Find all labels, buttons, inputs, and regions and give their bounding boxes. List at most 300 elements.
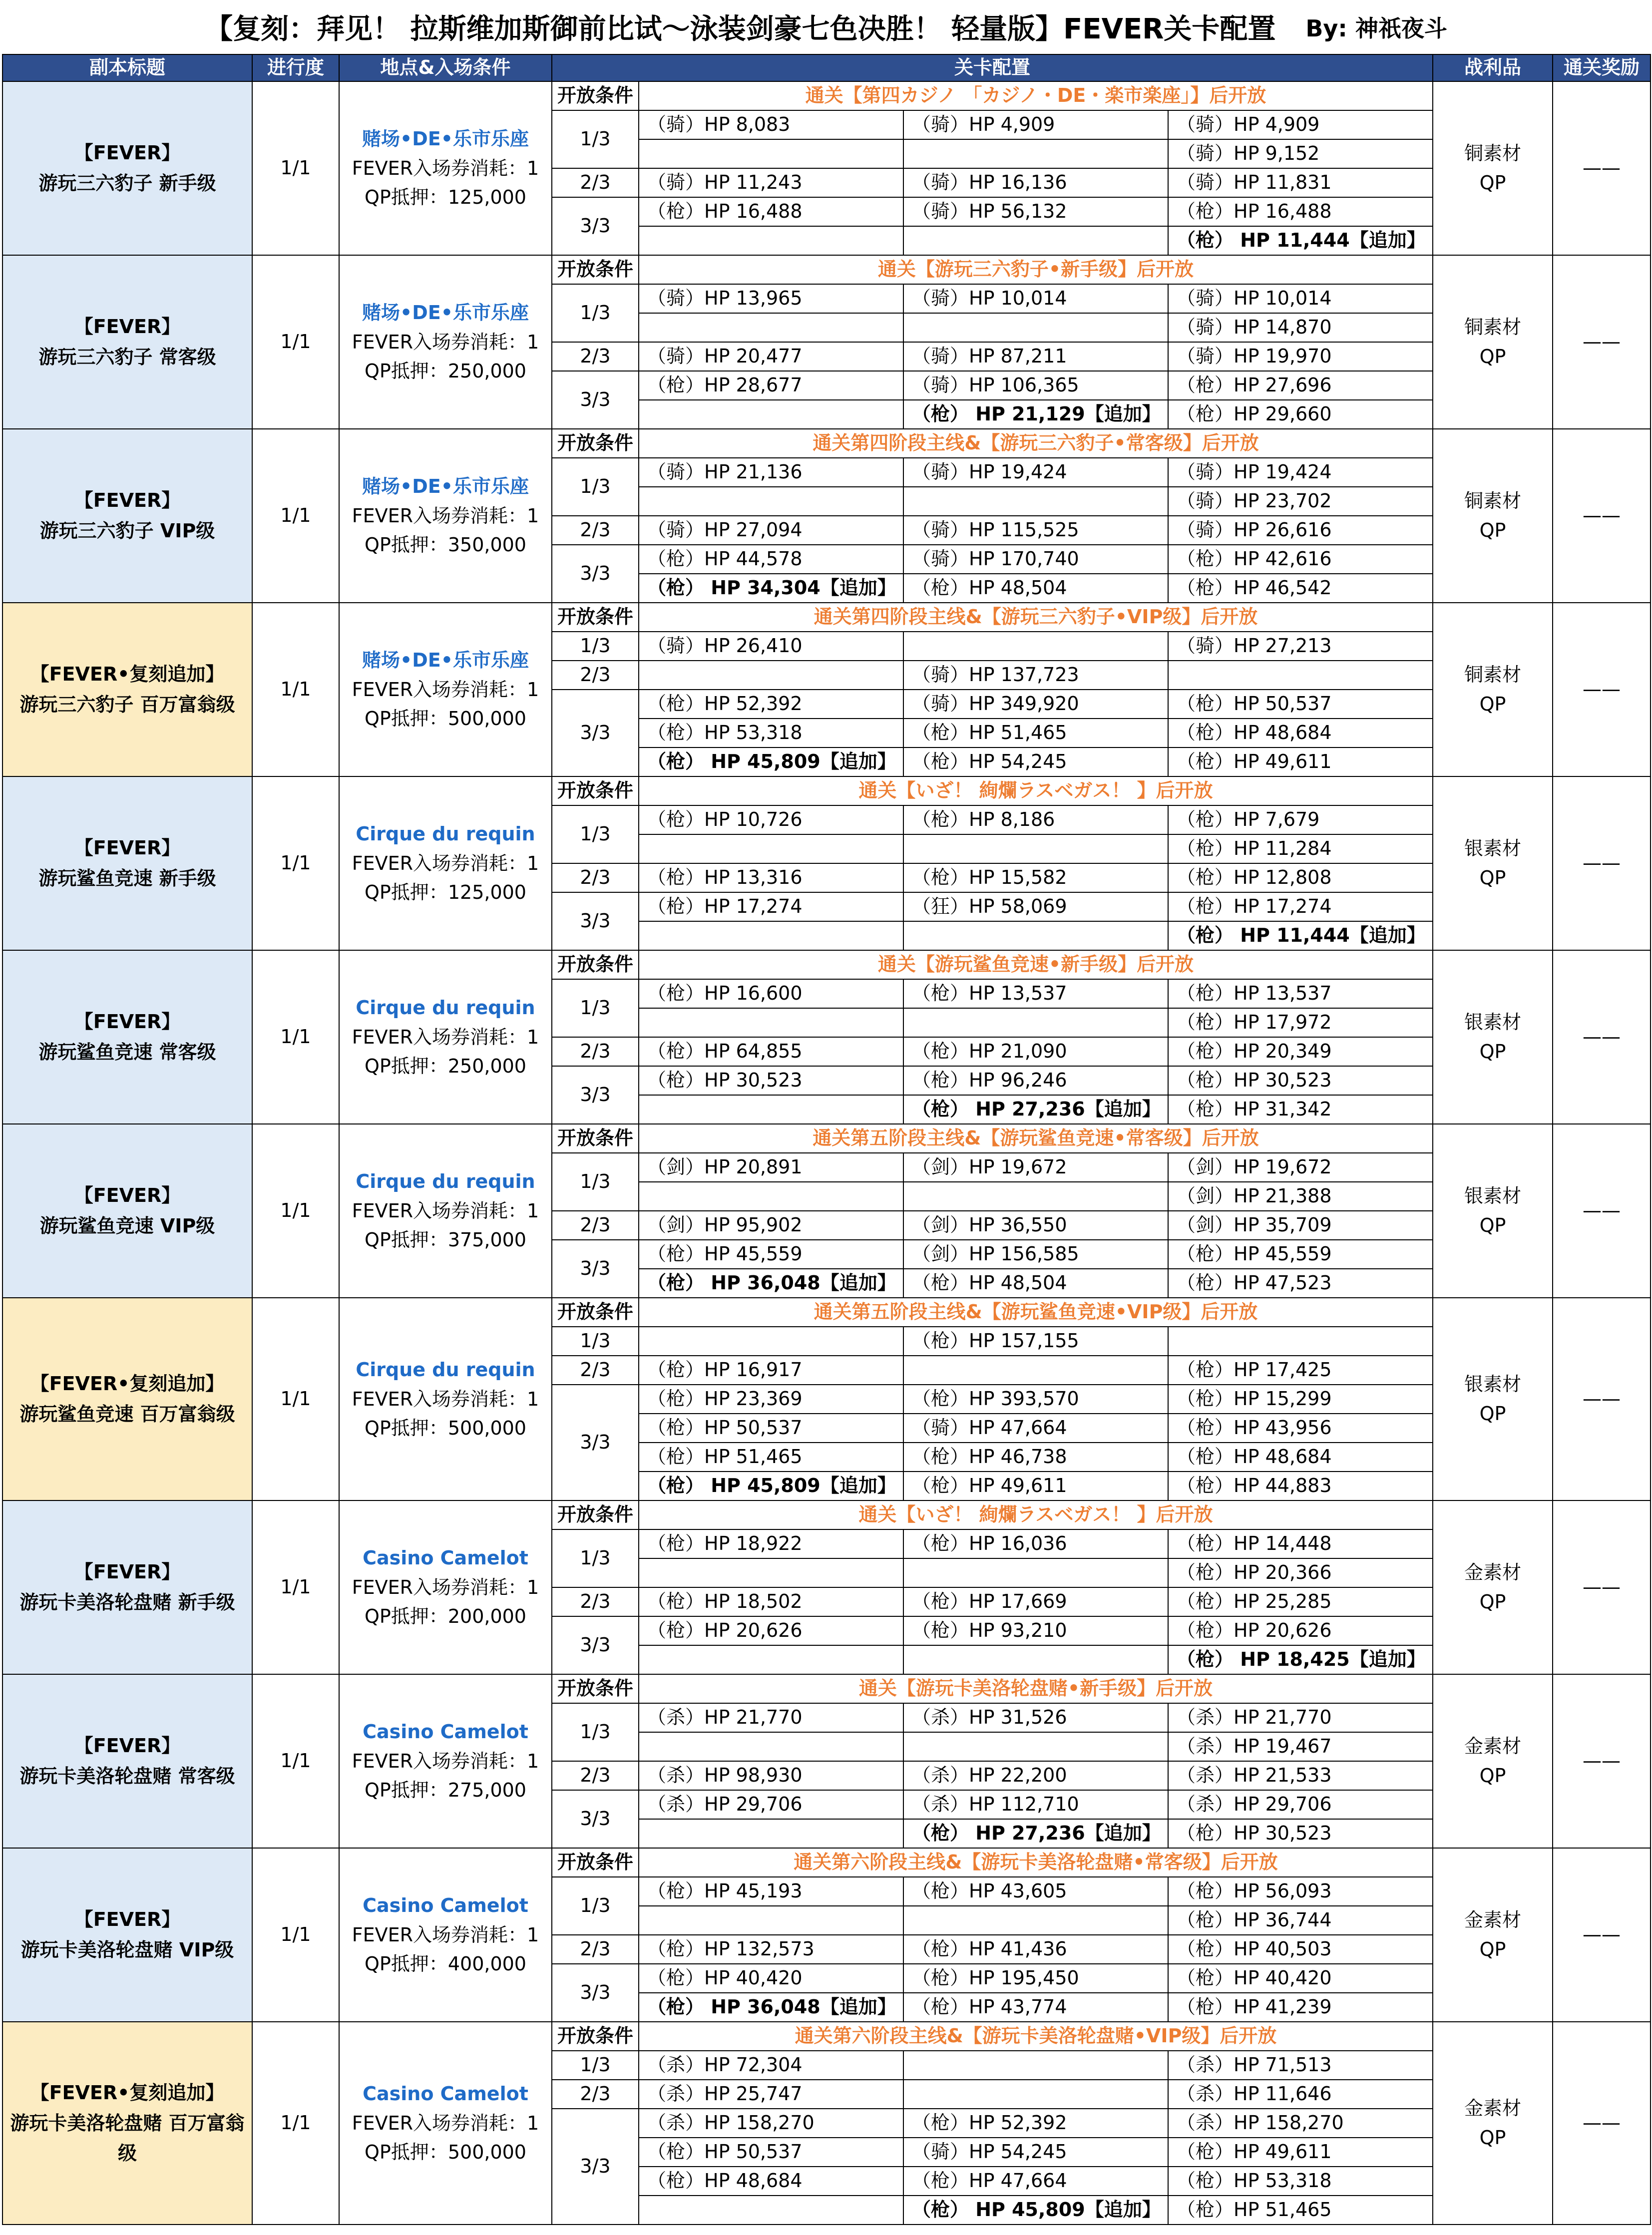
enemy-cell: （骑）HP 11,243: [639, 168, 903, 197]
quest-title-cell: [2, 429, 252, 603]
stage-label: 1/3: [552, 1877, 639, 1935]
drop-qp: QP: [1479, 346, 1506, 368]
quest-condition-row: [2, 1124, 1651, 1153]
drop-qp: QP: [1479, 1938, 1506, 1960]
enemy-cell: （枪）HP 8,186: [903, 805, 1168, 834]
drop-material: 银素材: [1464, 837, 1522, 860]
quest-condition-row: [2, 1848, 1651, 1877]
enemy-cell: （枪） HP 18,425【追加】: [1168, 1645, 1433, 1674]
enemy-cell: （枪）HP 28,677: [639, 371, 903, 400]
enemy-cell: （枪）HP 56,093: [1168, 1877, 1433, 1906]
enemy-cell: （骑）HP 4,909: [903, 110, 1168, 139]
title-text: 【复刻：拜见！ 拉斯维加斯御前比试～泳装剑豪七色决胜！ 轻量版】FEVER关卡配置: [205, 13, 1276, 45]
qp-deposit: QP抵押：275,000: [365, 1779, 526, 1802]
enemy-cell: （枪）HP 20,349: [1168, 1037, 1433, 1066]
location-cell: [339, 1124, 552, 1298]
quest-title-cell: [2, 1674, 252, 1848]
location-name: Cirque du requin: [356, 996, 535, 1019]
enemy-cell: （杀）HP 158,270: [639, 2109, 903, 2138]
enemy-cell: （枪）HP 18,502: [639, 1587, 903, 1616]
quest-tag: 【FEVER】: [74, 316, 181, 338]
enemy-cell: （杀）HP 25,747: [639, 2080, 903, 2109]
condition-label: 开放条件: [552, 603, 639, 632]
location-name: 赌场•DE•乐市乐座: [362, 649, 529, 671]
enemy-cell: [639, 921, 903, 950]
enemy-cell: （骑）HP 47,664: [903, 1414, 1168, 1443]
enemy-cell: （枪）HP 43,605: [903, 1877, 1168, 1906]
enemy-cell: （杀）HP 112,710: [903, 1790, 1168, 1819]
enemy-cell: （枪）HP 49,611: [1168, 747, 1433, 776]
enemy-cell: （枪）HP 13,537: [903, 979, 1168, 1008]
quest-condition-row: [2, 776, 1651, 805]
drop-material: 铜素材: [1464, 142, 1522, 165]
quest-title-cell: [2, 950, 252, 1124]
ticket-cost: FEVER入场券消耗：1: [352, 1576, 539, 1598]
enemy-cell: （枪）HP 16,488: [1168, 197, 1433, 226]
stage-label: 2/3: [552, 342, 639, 371]
unlock-condition: 通关第五阶段主线&【游玩鲨鱼竞速•VIP级】后开放: [639, 1298, 1433, 1327]
quest-name: 游玩卡美洛轮盘赌 新手级: [19, 1591, 235, 1613]
location-cell: [339, 81, 552, 255]
enemy-cell: （枪）HP 132,573: [639, 1935, 903, 1964]
enemy-cell: （骑）HP 19,424: [903, 458, 1168, 487]
enemy-cell: （枪）HP 17,274: [1168, 892, 1433, 921]
enemy-cell: （枪）HP 30,523: [639, 1066, 903, 1095]
quest-condition-row: [2, 429, 1651, 458]
enemy-cell: [639, 1095, 903, 1124]
enemy-cell: （枪）HP 51,465: [1168, 2196, 1433, 2225]
enemy-cell: （枪）HP 49,611: [1168, 2138, 1433, 2167]
qp-deposit: QP抵押：400,000: [365, 1953, 526, 1975]
progress-cell: 1/1: [252, 81, 339, 255]
enemy-cell: （骑）HP 14,870: [1168, 313, 1433, 342]
progress-cell: 1/1: [252, 2022, 339, 2225]
enemy-cell: （杀）HP 98,930: [639, 1761, 903, 1790]
unlock-condition: 通关【游玩三六豹子•新手级】后开放: [639, 255, 1433, 284]
author-credit: By: 神祇夜斗: [1305, 15, 1447, 42]
quest-title-cell: [2, 1124, 252, 1298]
enemy-cell: （骑）HP 27,094: [639, 516, 903, 545]
unlock-condition: 通关【第四カジノ 「カジノ・DE・楽市楽座」】后开放: [639, 81, 1433, 110]
clear-reward-cell: ——: [1553, 429, 1651, 603]
enemy-cell: （枪）HP 41,239: [1168, 1993, 1433, 2022]
enemy-cell: [903, 1906, 1168, 1935]
enemy-cell: （枪）HP 53,318: [1168, 2167, 1433, 2196]
enemy-cell: （骑）HP 56,132: [903, 197, 1168, 226]
enemy-cell: （枪）HP 20,626: [639, 1616, 903, 1645]
location-cell: [339, 429, 552, 603]
ticket-cost: FEVER入场券消耗：1: [352, 1923, 539, 1946]
enemy-cell: （枪） HP 34,304【追加】: [639, 574, 903, 603]
enemy-cell: （剑）HP 19,672: [1168, 1153, 1433, 1182]
quest-condition-row: [2, 255, 1651, 284]
qp-deposit: QP抵押：125,000: [365, 881, 526, 904]
unlock-condition: 通关第四阶段主线&【游玩三六豹子•常客级】后开放: [639, 429, 1433, 458]
enemy-cell: （枪）HP 49,611: [903, 1472, 1168, 1500]
enemy-cell: [903, 2080, 1168, 2109]
drop-qp: QP: [1479, 2127, 1506, 2149]
enemy-cell: （枪） HP 21,129【追加】: [903, 400, 1168, 429]
enemy-cell: [639, 1732, 903, 1761]
quest-tag: 【FEVER】: [74, 1735, 181, 1757]
clear-reward-cell: ——: [1553, 81, 1651, 255]
quest-name: 游玩鲨鱼竞速 常客级: [38, 1041, 216, 1063]
stage-label: 1/3: [552, 979, 639, 1037]
progress-cell: 1/1: [252, 1848, 339, 2022]
enemy-cell: [639, 1182, 903, 1211]
quest-tag: 【FEVER】: [74, 1184, 181, 1207]
clear-reward-cell: ——: [1553, 255, 1651, 429]
enemy-cell: （骑）HP 16,136: [903, 168, 1168, 197]
stage-label: 3/3: [552, 545, 639, 603]
quest-tag: 【FEVER】: [74, 142, 181, 164]
enemy-cell: （枪）HP 195,450: [903, 1964, 1168, 1993]
enemy-cell: （枪）HP 40,420: [639, 1964, 903, 1993]
drops-cell: [1433, 429, 1553, 603]
quest-tag: 【FEVER•复刻追加】: [30, 2081, 225, 2104]
qp-deposit: QP抵押：500,000: [365, 2141, 526, 2164]
drop-qp: QP: [1479, 693, 1506, 715]
enemy-cell: [639, 487, 903, 516]
progress-cell: 1/1: [252, 1124, 339, 1298]
enemy-cell: （枪）HP 12,808: [1168, 863, 1433, 892]
location-name: Cirque du requin: [356, 1170, 535, 1192]
enemy-cell: （剑）HP 35,709: [1168, 1211, 1433, 1240]
quest-title-cell: [2, 1298, 252, 1500]
enemy-cell: [639, 834, 903, 863]
enemy-cell: [639, 226, 903, 255]
enemy-cell: [639, 139, 903, 168]
drop-qp: QP: [1479, 867, 1506, 889]
stage-label: 3/3: [552, 371, 639, 429]
ticket-cost: FEVER入场券消耗：1: [352, 678, 539, 701]
condition-label: 开放条件: [552, 1500, 639, 1529]
stage-label: 2/3: [552, 516, 639, 545]
enemy-cell: （枪）HP 45,559: [1168, 1240, 1433, 1269]
enemy-cell: （狂）HP 58,069: [903, 892, 1168, 921]
enemy-cell: [903, 139, 1168, 168]
enemy-cell: （枪）HP 16,488: [639, 197, 903, 226]
stage-label: 2/3: [552, 1356, 639, 1385]
quest-tag: 【FEVER•复刻追加】: [30, 1373, 225, 1395]
clear-reward-cell: ——: [1553, 950, 1651, 1124]
enemy-cell: [903, 2051, 1168, 2080]
enemy-cell: （枪） HP 45,809【追加】: [639, 1472, 903, 1500]
quest-condition-row: [2, 1674, 1651, 1703]
quest-name: 游玩卡美洛轮盘赌 百万富翁级: [10, 2112, 245, 2165]
enemy-cell: [639, 2196, 903, 2225]
header-quest-title: 副本标题: [2, 54, 252, 81]
stage-label: 2/3: [552, 1037, 639, 1066]
enemy-cell: （枪）HP 17,972: [1168, 1008, 1433, 1037]
enemy-cell: （枪）HP 50,537: [1168, 690, 1433, 719]
stage-label: 2/3: [552, 1935, 639, 1964]
drops-cell: [1433, 776, 1553, 950]
enemy-cell: （杀）HP 22,200: [903, 1761, 1168, 1790]
drop-material: 金素材: [1464, 1909, 1522, 1931]
condition-label: 开放条件: [552, 1298, 639, 1327]
enemy-cell: （枪）HP 44,883: [1168, 1472, 1433, 1500]
enemy-cell: [903, 834, 1168, 863]
clear-reward-cell: ——: [1553, 1848, 1651, 2022]
enemy-cell: [903, 487, 1168, 516]
enemy-cell: （枪）HP 11,284: [1168, 834, 1433, 863]
header-drops: 战利品: [1433, 54, 1553, 81]
enemy-cell: （枪）HP 18,922: [639, 1529, 903, 1558]
stage-label: 1/3: [552, 1327, 639, 1356]
drop-material: 铜素材: [1464, 316, 1522, 339]
header-stage-config: 关卡配置: [552, 54, 1433, 81]
enemy-cell: （骑）HP 23,702: [1168, 487, 1433, 516]
quest-title-cell: [2, 2022, 252, 2225]
enemy-cell: （枪）HP 16,600: [639, 979, 903, 1008]
ticket-cost: FEVER入场券消耗：1: [352, 504, 539, 527]
enemy-cell: （枪）HP 47,664: [903, 2167, 1168, 2196]
drop-material: 银素材: [1464, 1373, 1522, 1396]
quest-title-cell: [2, 1500, 252, 1674]
location-cell: [339, 776, 552, 950]
quest-name: 游玩鲨鱼竞速 VIP级: [39, 1215, 215, 1237]
enemy-cell: （枪）HP 46,738: [903, 1443, 1168, 1472]
condition-label: 开放条件: [552, 776, 639, 805]
quest-tag: 【FEVER】: [74, 489, 181, 512]
drops-cell: [1433, 950, 1553, 1124]
clear-reward-cell: ——: [1553, 776, 1651, 950]
quest-condition-row: [2, 81, 1651, 110]
location-cell: [339, 1500, 552, 1674]
enemy-cell: （枪）HP 30,523: [1168, 1819, 1433, 1848]
unlock-condition: 通关第六阶段主线&【游玩卡美洛轮盘赌•VIP级】后开放: [639, 2022, 1433, 2051]
progress-cell: 1/1: [252, 255, 339, 429]
drop-material: 金素材: [1464, 2097, 1522, 2120]
enemy-cell: （杀）HP 72,304: [639, 2051, 903, 2080]
condition-label: 开放条件: [552, 1848, 639, 1877]
enemy-cell: （杀）HP 11,646: [1168, 2080, 1433, 2109]
enemy-cell: （枪）HP 31,342: [1168, 1095, 1433, 1124]
stage-label: 1/3: [552, 110, 639, 168]
enemy-cell: （骑）HP 349,920: [903, 690, 1168, 719]
enemy-cell: （骑）HP 21,136: [639, 458, 903, 487]
drop-qp: QP: [1479, 519, 1506, 541]
enemy-cell: （骑）HP 4,909: [1168, 110, 1433, 139]
enemy-cell: （枪）HP 36,744: [1168, 1906, 1433, 1935]
ticket-cost: FEVER入场券消耗：1: [352, 1388, 539, 1410]
enemy-cell: （枪）HP 93,210: [903, 1616, 1168, 1645]
enemy-cell: （枪）HP 20,626: [1168, 1616, 1433, 1645]
enemy-cell: （枪）HP 50,537: [639, 1414, 903, 1443]
enemy-cell: （枪）HP 16,917: [639, 1356, 903, 1385]
ticket-cost: FEVER入场券消耗：1: [352, 157, 539, 179]
enemy-cell: （骑）HP 9,152: [1168, 139, 1433, 168]
enemy-cell: （骑）HP 8,083: [639, 110, 903, 139]
enemy-cell: （枪） HP 27,236【追加】: [903, 1819, 1168, 1848]
table-body: [2, 81, 1651, 2225]
qp-deposit: QP抵押：200,000: [365, 1605, 526, 1628]
drops-cell: [1433, 1674, 1553, 1848]
quest-condition-row: [2, 1298, 1651, 1327]
enemy-cell: [903, 1732, 1168, 1761]
quest-title-cell: [2, 603, 252, 776]
qp-deposit: QP抵押：500,000: [365, 1417, 526, 1440]
enemy-cell: （枪）HP 15,582: [903, 863, 1168, 892]
enemy-cell: [903, 1182, 1168, 1211]
enemy-cell: （骑）HP 20,477: [639, 342, 903, 371]
enemy-cell: （枪） HP 45,809【追加】: [639, 747, 903, 776]
enemy-cell: [639, 661, 903, 690]
drop-qp: QP: [1479, 172, 1506, 194]
location-cell: [339, 1674, 552, 1848]
ticket-cost: FEVER入场券消耗：1: [352, 1026, 539, 1048]
enemy-cell: （骑）HP 115,525: [903, 516, 1168, 545]
quest-name: 游玩三六豹子 常客级: [38, 346, 216, 368]
condition-label: 开放条件: [552, 950, 639, 979]
enemy-cell: （枪）HP 13,537: [1168, 979, 1433, 1008]
stage-label: 2/3: [552, 1211, 639, 1240]
location-name: Casino Camelot: [363, 2082, 528, 2105]
enemy-cell: [903, 1558, 1168, 1587]
enemy-cell: （杀）HP 29,706: [639, 1790, 903, 1819]
location-cell: [339, 2022, 552, 2225]
quest-tag: 【FEVER】: [74, 1561, 181, 1583]
location-name: Casino Camelot: [363, 1894, 528, 1916]
enemy-cell: （枪）HP 41,436: [903, 1935, 1168, 1964]
enemy-cell: （枪）HP 14,448: [1168, 1529, 1433, 1558]
stage-label: 3/3: [552, 1240, 639, 1298]
enemy-cell: [639, 1819, 903, 1848]
enemy-cell: （枪）HP 43,774: [903, 1993, 1168, 2022]
location-cell: [339, 603, 552, 776]
enemy-cell: （枪）HP 46,542: [1168, 574, 1433, 603]
enemy-cell: [1168, 1327, 1433, 1356]
location-name: Casino Camelot: [363, 1720, 528, 1743]
unlock-condition: 通关【いざ！ 絢爛ラスベガス！ 】后开放: [639, 776, 1433, 805]
enemy-cell: （枪） HP 27,236【追加】: [903, 1095, 1168, 1124]
location-cell: [339, 1298, 552, 1500]
quest-condition-row: [2, 1500, 1651, 1529]
enemy-cell: （枪）HP 17,669: [903, 1587, 1168, 1616]
enemy-cell: [639, 1327, 903, 1356]
unlock-condition: 通关【游玩卡美洛轮盘赌•新手级】后开放: [639, 1674, 1433, 1703]
stage-label: 3/3: [552, 1964, 639, 2022]
stage-label: 3/3: [552, 2109, 639, 2225]
quest-title-cell: [2, 81, 252, 255]
qp-deposit: QP抵押：500,000: [365, 708, 526, 730]
enemy-cell: [903, 632, 1168, 661]
drop-material: 银素材: [1464, 1185, 1522, 1207]
enemy-cell: （枪）HP 17,274: [639, 892, 903, 921]
progress-cell: 1/1: [252, 1674, 339, 1848]
enemy-cell: （枪）HP 25,285: [1168, 1587, 1433, 1616]
enemy-cell: （枪）HP 96,246: [903, 1066, 1168, 1095]
enemy-cell: （枪）HP 20,366: [1168, 1558, 1433, 1587]
enemy-cell: （剑）HP 95,902: [639, 1211, 903, 1240]
drop-qp: QP: [1479, 1041, 1506, 1063]
enemy-cell: [1168, 661, 1433, 690]
enemy-cell: （枪）HP 45,559: [639, 1240, 903, 1269]
enemy-cell: （枪）HP 23,369: [639, 1385, 903, 1414]
stage-label: 2/3: [552, 1587, 639, 1616]
enemy-cell: （骑）HP 13,965: [639, 284, 903, 313]
enemy-cell: （骑）HP 26,616: [1168, 516, 1433, 545]
enemy-cell: （杀）HP 31,526: [903, 1703, 1168, 1732]
drop-material: 铜素材: [1464, 664, 1522, 686]
enemy-cell: （枪） HP 11,444【追加】: [1168, 226, 1433, 255]
location-name: 赌场•DE•乐市乐座: [362, 475, 529, 497]
quest-tag: 【FEVER•复刻追加】: [30, 663, 225, 686]
stage-label: 2/3: [552, 2080, 639, 2109]
enemy-cell: （杀）HP 21,770: [639, 1703, 903, 1732]
stage-label: 3/3: [552, 690, 639, 776]
quest-name: 游玩卡美洛轮盘赌 VIP级: [20, 1939, 234, 1961]
stage-label: 1/3: [552, 2051, 639, 2080]
enemy-cell: [903, 1356, 1168, 1385]
quest-tag: 【FEVER】: [74, 1908, 181, 1931]
unlock-condition: 通关第五阶段主线&【游玩鲨鱼竞速•常客级】后开放: [639, 1124, 1433, 1153]
drops-cell: [1433, 603, 1553, 776]
stage-label: 2/3: [552, 863, 639, 892]
drops-cell: [1433, 2022, 1553, 2225]
unlock-condition: 通关【游玩鲨鱼竞速•新手级】后开放: [639, 950, 1433, 979]
enemy-cell: [903, 921, 1168, 950]
quest-name: 游玩三六豹子 VIP级: [39, 520, 215, 542]
condition-label: 开放条件: [552, 1124, 639, 1153]
drops-cell: [1433, 81, 1553, 255]
clear-reward-cell: ——: [1553, 1674, 1651, 1848]
enemy-cell: （枪） HP 36,048【追加】: [639, 1269, 903, 1298]
condition-label: 开放条件: [552, 81, 639, 110]
quest-name: 游玩鲨鱼竞速 百万富翁级: [19, 1403, 235, 1425]
location-name: 赌场•DE•乐市乐座: [362, 127, 529, 150]
stage-label: 3/3: [552, 197, 639, 255]
enemy-cell: [639, 1906, 903, 1935]
enemy-cell: （枪）HP 17,425: [1168, 1356, 1433, 1385]
quest-title-cell: [2, 255, 252, 429]
enemy-cell: （枪）HP 40,503: [1168, 1935, 1433, 1964]
enemy-cell: （枪）HP 29,660: [1168, 400, 1433, 429]
progress-cell: 1/1: [252, 1500, 339, 1674]
enemy-cell: [903, 1645, 1168, 1674]
drops-cell: [1433, 1124, 1553, 1298]
drops-cell: [1433, 1848, 1553, 2022]
enemy-cell: （枪）HP 52,392: [639, 690, 903, 719]
progress-cell: 1/1: [252, 1298, 339, 1500]
enemy-cell: （枪）HP 7,679: [1168, 805, 1433, 834]
clear-reward-cell: ——: [1553, 1500, 1651, 1674]
enemy-cell: （枪）HP 21,090: [903, 1037, 1168, 1066]
enemy-cell: （剑）HP 156,585: [903, 1240, 1168, 1269]
clear-reward-cell: ——: [1553, 1124, 1651, 1298]
drop-material: 铜素材: [1464, 490, 1522, 512]
location-cell: [339, 950, 552, 1124]
enemy-cell: （杀）HP 19,467: [1168, 1732, 1433, 1761]
quest-title-cell: [2, 1848, 252, 2022]
enemy-cell: （枪） HP 36,048【追加】: [639, 1993, 903, 2022]
enemy-cell: （枪）HP 48,684: [639, 2167, 903, 2196]
ticket-cost: FEVER入场券消耗：1: [352, 1750, 539, 1772]
unlock-condition: 通关第六阶段主线&【游玩卡美洛轮盘赌•常客级】后开放: [639, 1848, 1433, 1877]
location-name: 赌场•DE•乐市乐座: [362, 301, 529, 324]
stage-label: 3/3: [552, 1066, 639, 1124]
enemy-cell: （剑）HP 21,388: [1168, 1182, 1433, 1211]
enemy-cell: （骑）HP 11,831: [1168, 168, 1433, 197]
enemy-cell: （杀）HP 21,533: [1168, 1761, 1433, 1790]
unlock-condition: 通关第四阶段主线&【游玩三六豹子•VIP级】后开放: [639, 603, 1433, 632]
drop-material: 金素材: [1464, 1561, 1522, 1584]
progress-cell: 1/1: [252, 603, 339, 776]
enemy-cell: （剑）HP 19,672: [903, 1153, 1168, 1182]
drop-qp: QP: [1479, 1214, 1506, 1236]
enemy-cell: （骑）HP 10,014: [903, 284, 1168, 313]
